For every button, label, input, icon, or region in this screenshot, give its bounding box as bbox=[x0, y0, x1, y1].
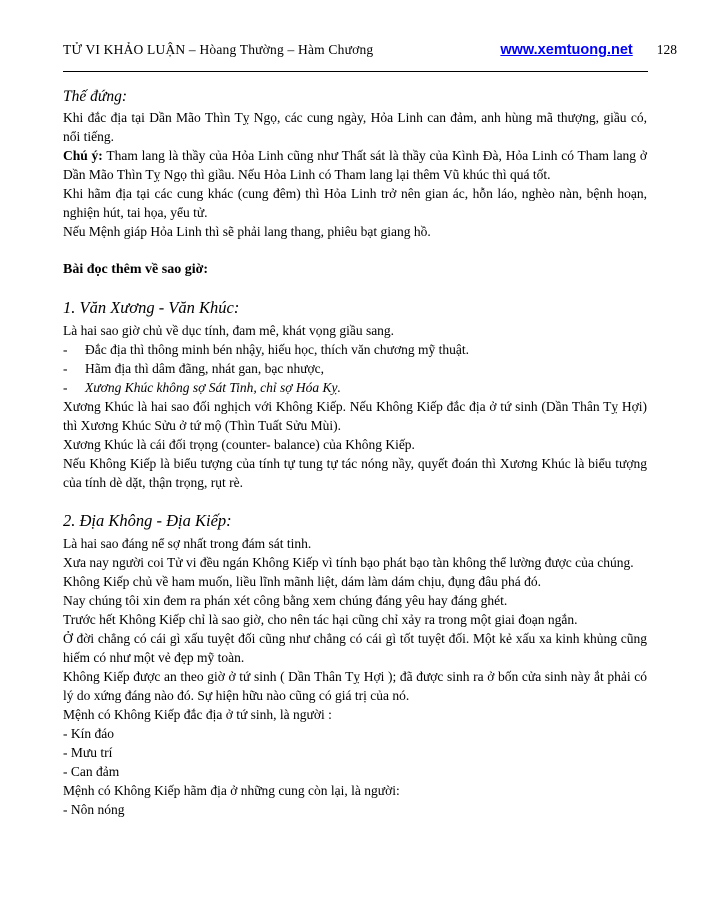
paragraph: Khi đắc địa tại Dần Mão Thìn Tỵ Ngọ, các cung ngày, Hỏa Linh can đảm, anh hùng mã thượng, giầu có, nổi tiếng. bbox=[63, 110, 647, 144]
paragraph: - Kín đáo bbox=[63, 726, 114, 741]
paragraph: Không Kiếp chủ về ham muốn, liều lĩnh mãnh liệt, dám làm dám chịu, đụng đâu phá đó. bbox=[63, 574, 542, 589]
list-item bbox=[63, 340, 647, 359]
document-body bbox=[63, 85, 647, 819]
paragraph: Chú ý: Tham lang là thầy của Hỏa Linh cũng như Thất sát là thầy của Kình Đà, Hỏa Linh có Tham lang ở Dần Mão Thìn Tỵ Ngọ thì giầu. Nếu Hỏa Linh có Tham lang lại thêm Vũ khúc thì quá tốt. bbox=[63, 148, 647, 182]
list-marker: - bbox=[63, 361, 68, 376]
paragraph-bold-lead: Chú ý: bbox=[63, 148, 103, 163]
section-heading: 1. Văn Xương - Văn Khúc: bbox=[63, 298, 240, 317]
paragraph: Là hai sao giờ chủ về dục tính, đam mê, khát vọng giầu sang. bbox=[63, 323, 395, 338]
list-marker: - bbox=[63, 342, 68, 357]
paragraph: Nếu Mệnh giáp Hỏa Linh thì sẽ phải lang thang, phiêu bạt giang hồ. bbox=[63, 224, 431, 239]
paragraph: Khi hãm địa tại các cung khác (cung đêm) thì Hỏa Linh trở nên gian ác, hỗn láo, nghèo nàn, bệnh hoạn, nghiện hút, tai họa, yểu tử. bbox=[63, 186, 647, 220]
paragraph: Ở đời chẳng có cái gì xấu tuyệt đối cũng như chẳng có cái gì tốt tuyệt đối. Một kẻ xấu xa kinh khủng cũng hiếm có như một vẻ đẹp mỹ toàn. bbox=[63, 631, 647, 665]
paragraph: - Mưu trí bbox=[63, 745, 113, 760]
paragraph: Mệnh có Không Kiếp hãm địa ở những cung còn lại, là người: bbox=[63, 783, 400, 798]
subsection-heading: Thế đứng: bbox=[63, 88, 127, 105]
paragraph: Xưa nay người coi Tử vi đều ngán Không Kiếp vì tính bạo phát bạo tàn không thể lường được của chúng. bbox=[63, 555, 634, 570]
page-number: 128 bbox=[656, 42, 677, 57]
list-item bbox=[63, 378, 647, 397]
paragraph: Xương Khúc là hai sao đối nghịch với Không Kiếp. Nếu Không Kiếp đắc địa ở tứ sinh (Dần Thân Tỵ Hợi) thì Xương Khúc Sửu ở tứ mộ (Thìn Tuất Sửu Mùi). bbox=[63, 399, 647, 433]
website-link[interactable]: www.xemtuong.net bbox=[500, 42, 633, 58]
page-header bbox=[0, 0, 705, 58]
book-title: TỬ VI KHẢO LUẬN – Hòang Thường – Hàm Chương bbox=[63, 42, 374, 57]
paragraph: Nếu Không Kiếp là biểu tượng của tính tự tung tự tác nóng nầy, quyết đoán thì Xương Khúc là biểu tượng của tính dè dặt, thận trọng, rụt rè. bbox=[63, 456, 647, 490]
section-heading: 2. Địa Không - Địa Kiếp: bbox=[63, 511, 232, 530]
list-marker: - bbox=[63, 380, 68, 395]
list-item-text: Xương Khúc không sợ Sát Tinh, chỉ sợ Hóa Kỵ. bbox=[85, 380, 341, 395]
paragraph: - Can đảm bbox=[63, 764, 120, 779]
header-rule bbox=[63, 71, 648, 72]
paragraph: Mệnh có Không Kiếp đắc địa ở tứ sinh, là người : bbox=[63, 707, 332, 722]
paragraph: Không Kiếp được an theo giờ ở tứ sinh ( Dần Thân Tỵ Hợi ); đã được sinh ra ở bốn cửa sinh này ắt phải có lý do xứng đáng nào đó. Sự hiện hữu nào cũng có giá trị của nó. bbox=[63, 669, 647, 703]
paragraph: Là hai sao đáng nể sợ nhất trong đám sát tinh. bbox=[63, 536, 312, 551]
bold-heading: Bài đọc thêm về sao giờ: bbox=[63, 262, 209, 277]
paragraph: Nay chúng tôi xin đem ra phán xét công bằng xem chúng đáng yêu hay đáng ghét. bbox=[63, 593, 508, 608]
list-item bbox=[63, 359, 647, 378]
paragraph: - Nôn nóng bbox=[63, 802, 125, 817]
list-item-text: Đắc địa thì thông minh bén nhậy, hiếu học, thích văn chương mỹ thuật. bbox=[85, 342, 469, 357]
list-item-text: Hãm địa thì dâm đãng, nhát gan, bạc nhược, bbox=[85, 361, 325, 376]
paragraph: Xương Khúc là cái đối trọng (counter- balance) của Không Kiếp. bbox=[63, 437, 415, 452]
paragraph: Trước hết Không Kiếp chỉ là sao giờ, cho nên tác hại cũng chỉ xảy ra trong một giai đoạn ngắn. bbox=[63, 612, 578, 627]
header-right-group bbox=[500, 42, 677, 58]
